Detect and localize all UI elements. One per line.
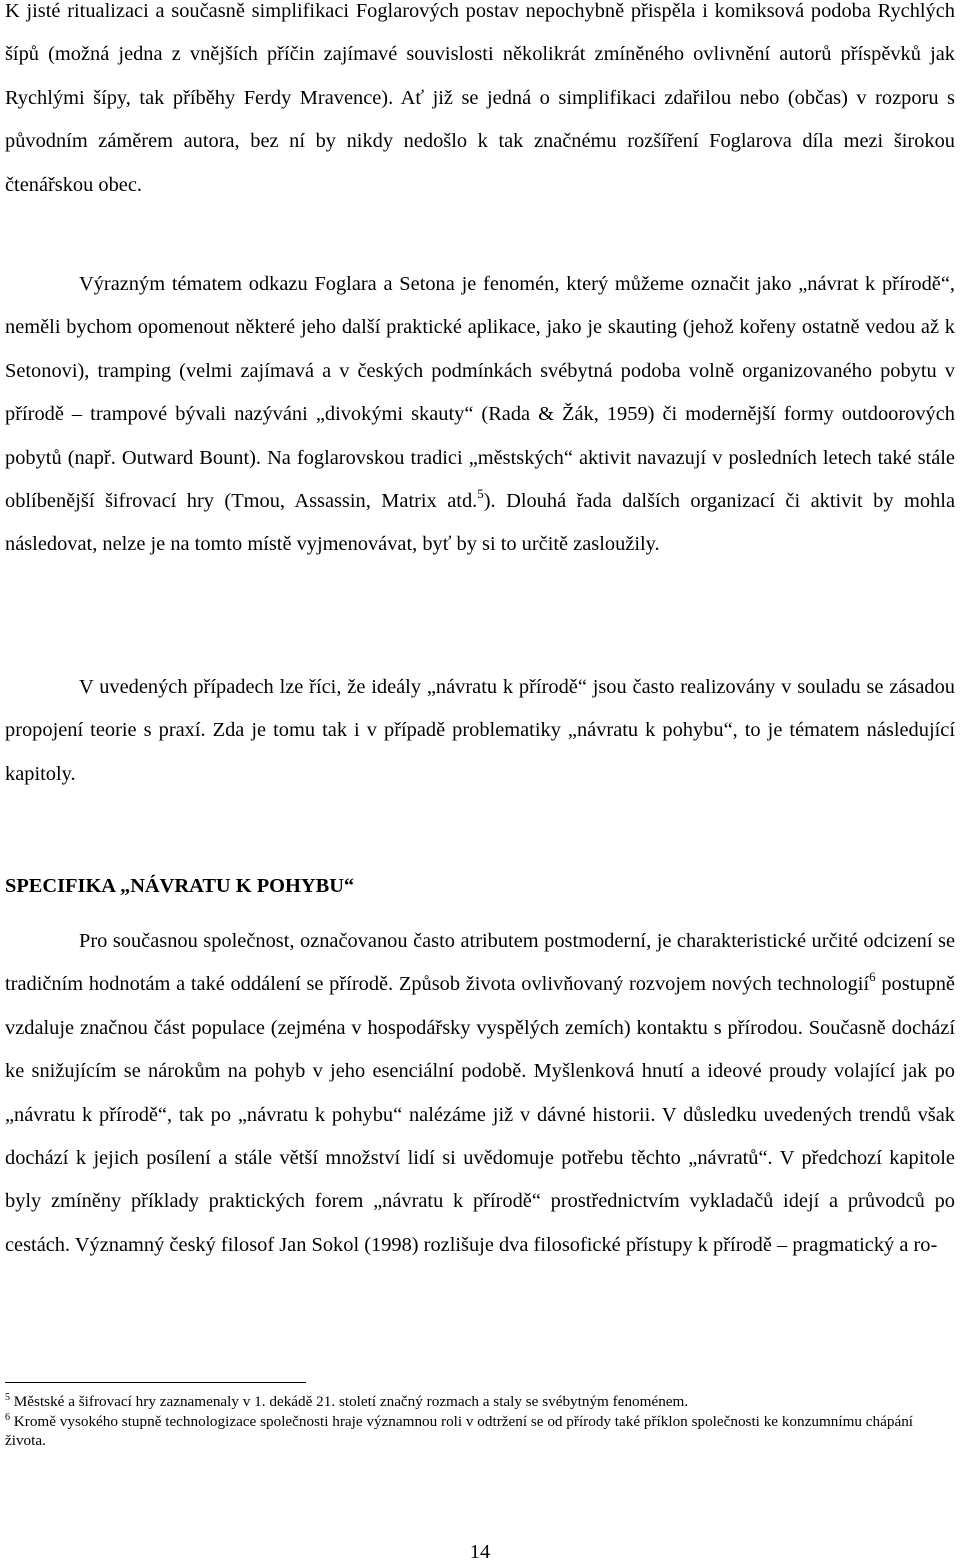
footnote-5 <box>5 1392 955 1412</box>
paragraph-2 <box>5 263 955 567</box>
footnote-ref-6[interactable]: 6 <box>869 969 876 985</box>
paragraph-1-text: K jisté ritualizaci a současně simplifikaci Foglarových postav nepochybně přispěla i komiksová podoba Rychlých šípů (možná jedna z vnějších příčin zajímavé souvislosti několikrát zmíněného ovlivnění autorů příspěvků jak Rychlými šípy, tak příběhy Ferdy Mravence). Ať již se jedná o simplifikaci zdařilou nebo (občas) v rozporu s původním záměrem autora, bez ní by nikdy nedošlo k tak značnému rozšíření Foglarova díla mezi širokou čtenářskou obec. <box>5 0 955 196</box>
footnote-6-number: 6 <box>5 1411 10 1423</box>
paragraph-1 <box>5 0 955 207</box>
paragraph-2-text-b: ). Dlouhá řada dalších organizací či aktivit by mohla následovat, nelze je na tomto místě vyjmenovávat, byť by si to určitě zasloužily. <box>5 490 955 556</box>
footnote-5-number: 5 <box>5 1392 10 1403</box>
paragraph-4-text-a: Pro současnou společnost, označovanou často atributem postmoderní, je charakteristické určité odcizení se tradičním hodnotám a také oddálení se přírodě. Způsob života ovlivňovaný rozvojem nových technologií <box>5 930 955 996</box>
footnote-separator <box>5 1382 306 1383</box>
paragraph-2-text-a: Výrazným tématem odkazu Foglara a Setona je fenomén, který můžeme označit jako „návrat k přírodě“, neměli bychom opomenout některé jeho další praktické aplikace, jako je skauting (jehož kořeny ostatně vedou až k Setonovi), tramping (velmi zajímavá a v českých podmínkách svébytná podoba volně organizovaného pobytu v přírodě – trampové bývali nazýváni „divokými skauty“ (Rada & Žák, 1959) či modernější formy outdoorových pobytů (např. Outward Bount). Na foglarovskou tradici „městských“ aktivit navazují v posledních letech také stále oblíbenější šifrovací hry (Tmou, Assassin, Matrix atd. <box>5 273 955 513</box>
footnote-6 <box>5 1412 955 1451</box>
paragraph-3 <box>5 666 955 796</box>
footnotes <box>5 1392 955 1451</box>
page-number: 14 <box>469 1541 491 1563</box>
paragraph-3-text: V uvedených případech lze říci, že ideály „návratu k přírodě“ jsou často realizovány v souladu se zásadou propojení teorie s praxí. Zda je tomu tak i v případě problematiky „návratu k pohybu“, to je tématem následující kapitoly. <box>5 676 955 785</box>
section-heading: SPECIFIKA „NÁVRATU K POHYBU“ <box>5 875 355 897</box>
paragraph-4 <box>5 920 955 1267</box>
paragraph-4-text-b: postupně vzdaluje značnou část populace (zejména v hospodářsky vyspělých zemích) kontaktu s přírodou. Současně dochází ke snižujícím se nárokům na pohyb v jeho esenciální podobě. Myšlenková hnutí a ideové proudy volající jak po „návratu k přírodě“, tak po „návratu k pohybu“ nalézáme již v dávné historii. V důsledku uvedených trendů však dochází k jejich posílení a stále větší množství lidí si uvědomuje potřebu těchto „návratů“. V předchozí kapitole byly zmíněny příklady praktických forem „návratu k přírodě“ prostřednictvím vykladačů idejí a průvodců po cestách. Významný český filosof Jan Sokol (1998) rozlišuje dva filosofické přístupy k přírodě – pragmatický a ro- <box>5 973 955 1256</box>
footnote-6-text: Kromě vysokého stupně technologizace společnosti hraje významnou roli v odtržení se od přírody také příklon společnosti ke konzumnímu chápání života. <box>5 1412 914 1449</box>
footnote-5-text: Městské a šifrovací hry zaznamenaly v 1. dekádě 21. století značný rozmach a staly se svébytným fenoménem. <box>10 1393 689 1410</box>
footnote-ref-5[interactable]: 5 <box>477 486 484 502</box>
